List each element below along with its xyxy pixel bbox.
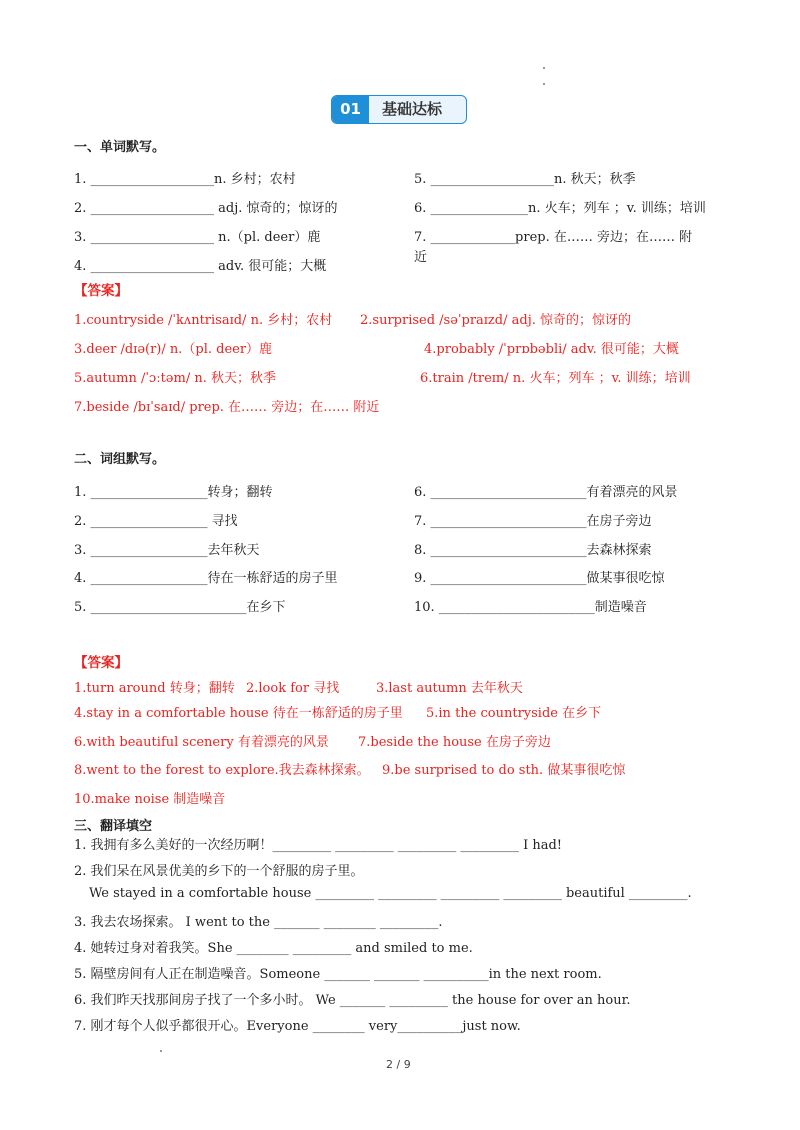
s2-right-10: 10. ________________________制造噪音 bbox=[414, 600, 647, 615]
page-number: 2 / 9 bbox=[386, 1058, 411, 1071]
section3-title: 三、翻译填空 bbox=[74, 819, 153, 834]
s2-right-6: 6. ________________________有着漂亮的风景 bbox=[414, 485, 678, 500]
s1-answer-3: 3.deer /dɪə(r)/ n.（pl. deer）鹿 bbox=[74, 342, 273, 357]
s2-left-5: 5. ________________________在乡下 bbox=[74, 600, 286, 615]
s2-left-3: 3. __________________去年秋天 bbox=[74, 543, 260, 558]
s3-line-3: 3. 我去农场探索。 I went to the _______ ________ _________. bbox=[74, 915, 443, 930]
s1-left-4: 4. ___________________ adv. 很可能；大概 bbox=[74, 259, 327, 274]
s3-line-4: 4. 她转过身对着我笑。She ________ _________ and smiled to me. bbox=[74, 941, 473, 956]
s1-answer-7: 7.beside /bɪˈsaɪd/ prep. 在…… 旁边；在…… 附近 bbox=[74, 400, 380, 415]
s1-right-7-cont: 近 bbox=[414, 250, 428, 265]
s2-right-7: 7. ________________________在房子旁边 bbox=[414, 514, 652, 529]
s1-right-6: 6. _______________n. 火车；列车 ；v. 训练；培训 bbox=[414, 201, 706, 216]
s1-left-2: 2. ___________________ adj. 惊奇的；惊讶的 bbox=[74, 201, 338, 216]
s2-left-4: 4. __________________待在一栋舒适的房子里 bbox=[74, 571, 338, 586]
s1-answer-label: 【答案】 bbox=[74, 283, 128, 299]
s2-answer-9: 9.be surprised to do sth. 做某事很吃惊 bbox=[382, 763, 626, 778]
s2-left-2: 2. __________________ 寻找 bbox=[74, 514, 238, 529]
s2-right-9: 9. ________________________做某事很吃惊 bbox=[414, 571, 665, 586]
s2-answer-6: 6.with beautiful scenery 有着漂亮的风景 bbox=[74, 735, 329, 750]
s1-left-3: 3. ___________________ n.（pl. deer）鹿 bbox=[74, 230, 321, 245]
s3-line-2-en: We stayed in a comfortable house _________ _________ _________ _________ beautiful _________. bbox=[89, 886, 692, 901]
s2-answer-5: 5.in the countryside 在乡下 bbox=[426, 706, 602, 721]
s1-answer-5: 5.autumn /ˈɔːtəm/ n. 秋天；秋季 bbox=[74, 371, 276, 386]
s1-answer-6: 6.train /treɪn/ n. 火车；列车 ；v. 训练；培训 bbox=[420, 371, 691, 386]
s3-line-2: 2. 我们呆在风景优美的乡下的一个舒服的房子里。 bbox=[74, 864, 364, 879]
s2-answer-label: 【答案】 bbox=[74, 655, 128, 671]
s2-answer-8: 8.went to the forest to explore.我去森林探索。 bbox=[74, 763, 370, 778]
s1-right-7: 7. _____________prep. 在…… 旁边；在…… 附 bbox=[414, 230, 693, 245]
s1-right-5: 5. ___________________n. 秋天；秋季 bbox=[414, 172, 636, 187]
s2-right-8: 8. ________________________去森林探索 bbox=[414, 543, 652, 558]
s3-line-7: 7. 刚才每个人似乎都很开心。Everyone ________ very__________just now. bbox=[74, 1019, 521, 1034]
s2-answer-4: 4.stay in a comfortable house 待在一栋舒适的房子里 bbox=[74, 706, 403, 721]
s3-line-5: 5. 隔壁房间有人正在制造噪音。Someone _______ _______ __________in the next room. bbox=[74, 967, 602, 982]
badge-label: 基础达标 bbox=[382, 100, 443, 118]
s1-left-1: 1. ___________________n. 乡村；农村 bbox=[74, 172, 296, 187]
s2-answer-7: 7.beside the house 在房子旁边 bbox=[358, 735, 551, 750]
badge-number: 01 bbox=[332, 96, 369, 123]
section-badge bbox=[331, 95, 467, 124]
s2-left-1: 1. __________________转身；翻转 bbox=[74, 485, 273, 500]
s2-answer-1: 1.turn around 转身；翻转 bbox=[74, 681, 235, 696]
section1-title: 一、单词默写。 bbox=[74, 140, 166, 155]
s1-answer-2: 2.surprised /səˈpraɪzd/ adj. 惊奇的；惊讶的 bbox=[360, 313, 631, 328]
s3-line-1: 1. 我拥有多么美好的一次经历啊！_________ _________ _________ _________ I had! bbox=[74, 838, 563, 853]
s2-answer-10: 10.make noise 制造噪音 bbox=[74, 792, 226, 807]
section2-title: 二、词组默写。 bbox=[74, 452, 166, 467]
s2-answer-2: 2.look for 寻找 bbox=[246, 681, 340, 696]
s1-answer-4: 4.probably /ˈprɒbəbli/ adv. 很可能；大概 bbox=[424, 342, 679, 357]
s3-line-6: 6. 我们昨天找那间房子找了一个多小时。 We _______ _________ the house for over an hour. bbox=[74, 993, 631, 1008]
s2-answer-3: 3.last autumn 去年秋天 bbox=[376, 681, 523, 696]
s1-answer-1: 1.countryside /ˈkʌntrisaɪd/ n. 乡村；农村 bbox=[74, 313, 333, 328]
